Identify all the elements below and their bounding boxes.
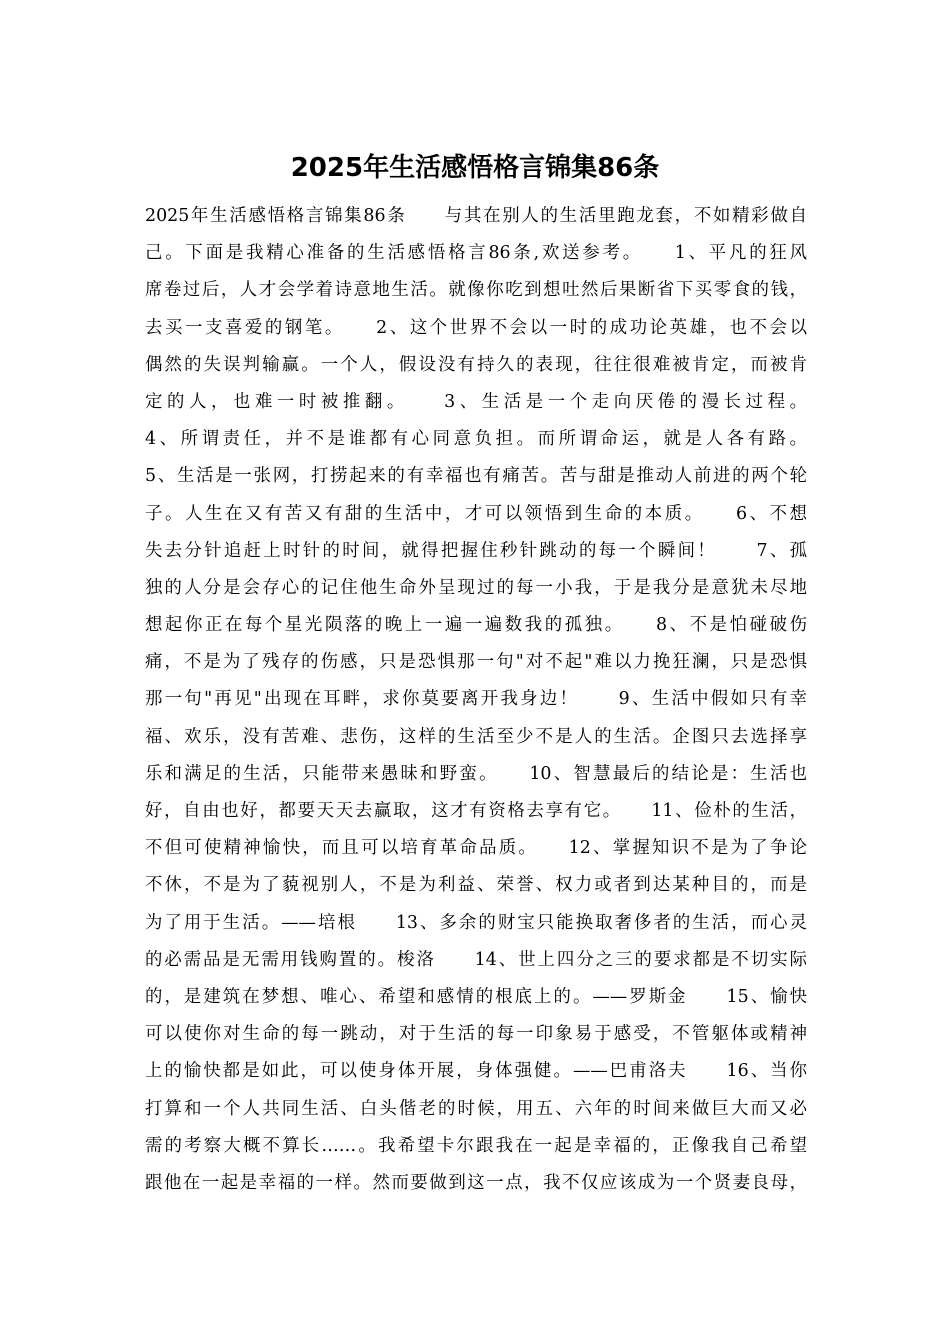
body-line: 乐和满足的生活，只能带来愚昧和野蛮。 10、智慧最后的结论是：生活也 (145, 763, 807, 784)
body-line: 的必需品是无需用钱购置的。梭洛 14、世上四分之三的要求都是不切实际 (145, 949, 807, 970)
body-line: 福、欢乐，没有苦难、悲伤，这样的生活至少不是人的生活。企图只去选择享 (145, 726, 807, 747)
body-line: 子。人生在又有苦又有甜的生活中，才可以领悟到生命的本质。 6、不想 (145, 503, 807, 524)
body-line: 独的人分是会存心的记住他生命外呈现过的每一小我，于是我分是意犹未尽地 (145, 577, 807, 598)
body-line: 为了用于生活。——培根 13、多余的财宝只能换取奢侈者的生活，而心灵 (145, 912, 807, 933)
body-line: 需的考察大概不算长……。我希望卡尔跟我在一起是幸福的，正像我自己希望 (145, 1135, 807, 1156)
body-line: 那一句"再见"出现在耳畔，求你莫要离开我身边！ 9、生活中假如只有幸 (145, 689, 807, 710)
body-line: 偶然的失误判输赢。一个人，假设没有持久的表现，往往很难被肯定，而被肯 (145, 354, 807, 375)
body-line: 跟他在一起是幸福的一样。然而要做到这一点，我不仅应该成为一个贤妻良母， (145, 1172, 807, 1193)
body-line: 可以使你对生命的每一跳动，对于生活的每一印象易于感受，不管躯体或精神 (145, 1024, 807, 1045)
document-body (145, 198, 807, 1202)
body-line: 去买一支喜爱的钢笔。 2、这个世界不会以一时的成功论英雄，也不会以 (145, 317, 807, 338)
body-line: 不但可使精神愉快，而且可以培育革命品质。 12、掌握知识不是为了争论 (145, 838, 807, 859)
document-title: 2025年生活感悟格言锦集86条 (290, 153, 660, 183)
body-line: 4、所谓责任，并不是谁都有心同意负担。而所谓命运，就是人各有路。 (145, 429, 807, 450)
body-line: 定的人，也难一时被推翻。 3、生活是一个走向厌倦的漫长过程。 (145, 391, 807, 412)
body-line: 失去分针追赶上时针的时间，就得把握住秒针跳动的每一个瞬间！ 7、孤 (145, 540, 807, 561)
body-line: 不休，不是为了藐视别人，不是为利益、荣誉、权力或者到达某种目的，而是 (145, 875, 807, 896)
body-line: 2025年生活感悟格言锦集86条 与其在别人的生活里跑龙套，不如精彩做自 (145, 206, 807, 226)
body-line: 的，是建筑在梦想、唯心、希望和感情的根底上的。——罗斯金 15、愉快 (145, 986, 807, 1007)
body-line: 席卷过后，人才会学着诗意地生活。就像你吃到想吐然后果断省下买零食的钱， (145, 280, 807, 301)
body-line: 己。下面是我精心准备的生活感悟格言86条,欢送参考。 1、平凡的狂风 (145, 243, 807, 264)
body-line: 上的愉快都是如此，可以使身体开展，身体强健。——巴甫洛夫 16、当你 (145, 1061, 807, 1082)
body-line: 5、生活是一张网，打捞起来的有幸福也有痛苦。苦与甜是推动人前进的两个轮 (145, 466, 807, 487)
body-line: 好，自由也好，都要天天去赢取，这才有资格去享有它。 11、俭朴的生活， (145, 801, 807, 821)
body-line: 痛，不是为了残存的伤感，只是恐惧那一句"对不起"难以力挽狂澜，只是恐惧 (145, 652, 807, 673)
body-line: 打算和一个人共同生活、白头偕老的时候，用五、六年的时间来做巨大而又必 (145, 1098, 807, 1119)
body-line: 想起你正在每个星光陨落的晚上一遍一遍数我的孤独。 8、不是怕碰破伤 (145, 615, 807, 636)
